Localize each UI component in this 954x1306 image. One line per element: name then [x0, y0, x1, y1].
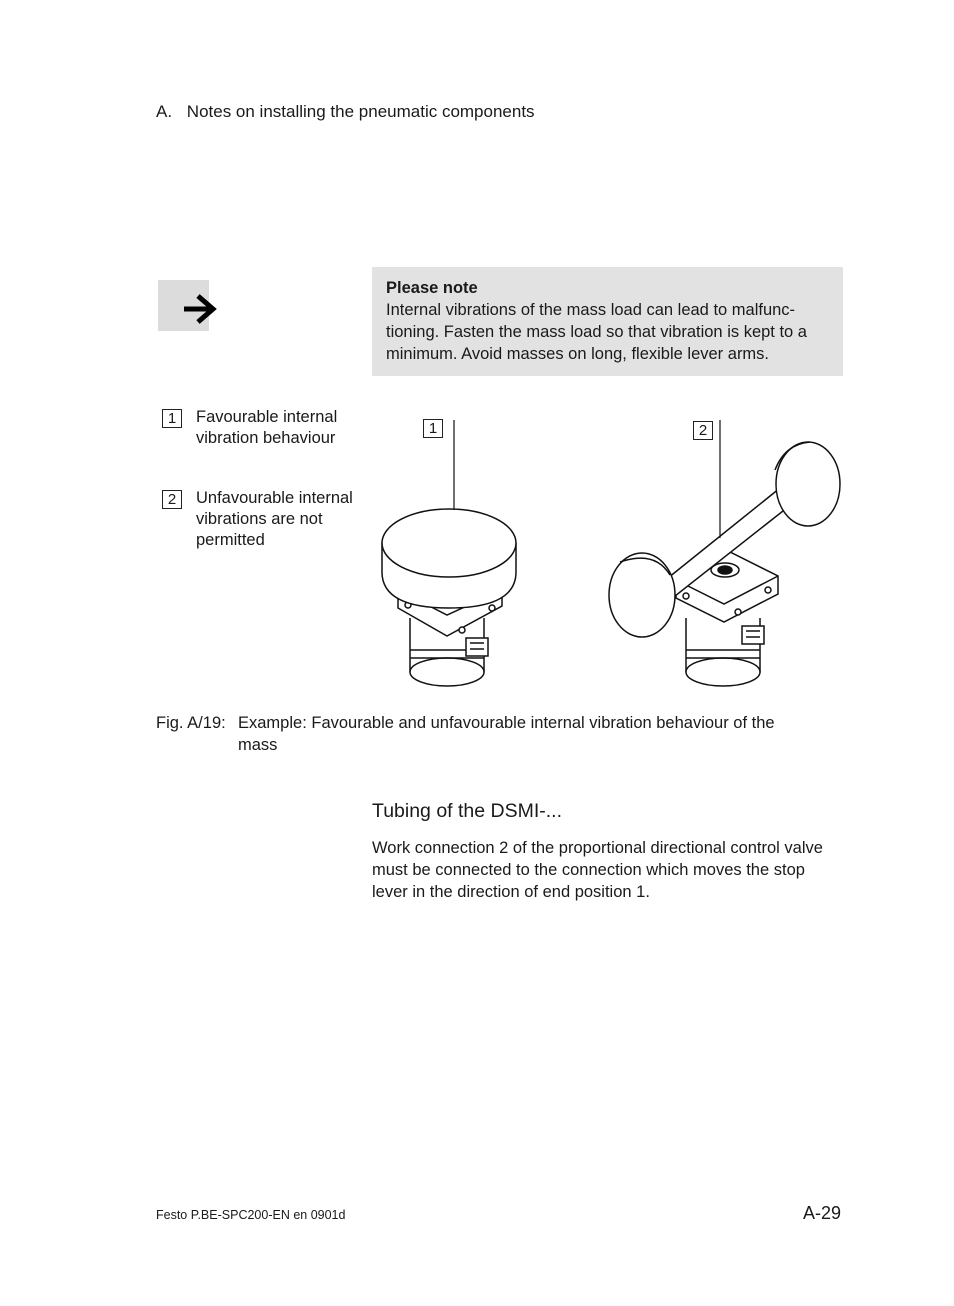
legend-text: Unfavourable internal vibrations are not permitted: [196, 489, 353, 549]
section-title: Notes on installing the pneumatic components: [186, 102, 535, 121]
figure-callout-2: 2: [693, 421, 713, 440]
section-body: Work connection 2 of the proportional directional control valve must be connected to the connection which moves the stop lever in the direction of end position 1.: [372, 839, 823, 901]
please-note-box: [372, 267, 843, 376]
note-text: Internal vibrations of the mass load can lead to malfunc-tioning. Fasten the mass load so that vibration is kept to a minimum. Avoid masses on long, flexible lever arms.: [386, 301, 807, 363]
legend-number: 1: [162, 409, 182, 428]
note-icon-box: [158, 280, 209, 331]
note-title: Please note: [386, 279, 478, 297]
figure-caption-text: Example: Favourable and unfavourable internal vibration behaviour of the mass: [238, 714, 775, 754]
figure-caption-label: Fig. A/19:: [156, 714, 226, 732]
legend-number: 2: [162, 490, 182, 509]
section-number: A.: [156, 102, 173, 121]
page-number: A-29: [803, 1203, 842, 1223]
legend-text: Favourable internal vibration behaviour: [196, 408, 338, 447]
footer-document-id: Festo P.BE-SPC200-EN en 0901d: [156, 1208, 346, 1222]
section-heading: Tubing of the DSMI-...: [372, 800, 563, 822]
page-header: [156, 102, 535, 122]
mass-load-illustration: [370, 400, 860, 700]
arrow-right-icon: [182, 293, 218, 325]
figure-callout-1: 1: [423, 419, 443, 438]
